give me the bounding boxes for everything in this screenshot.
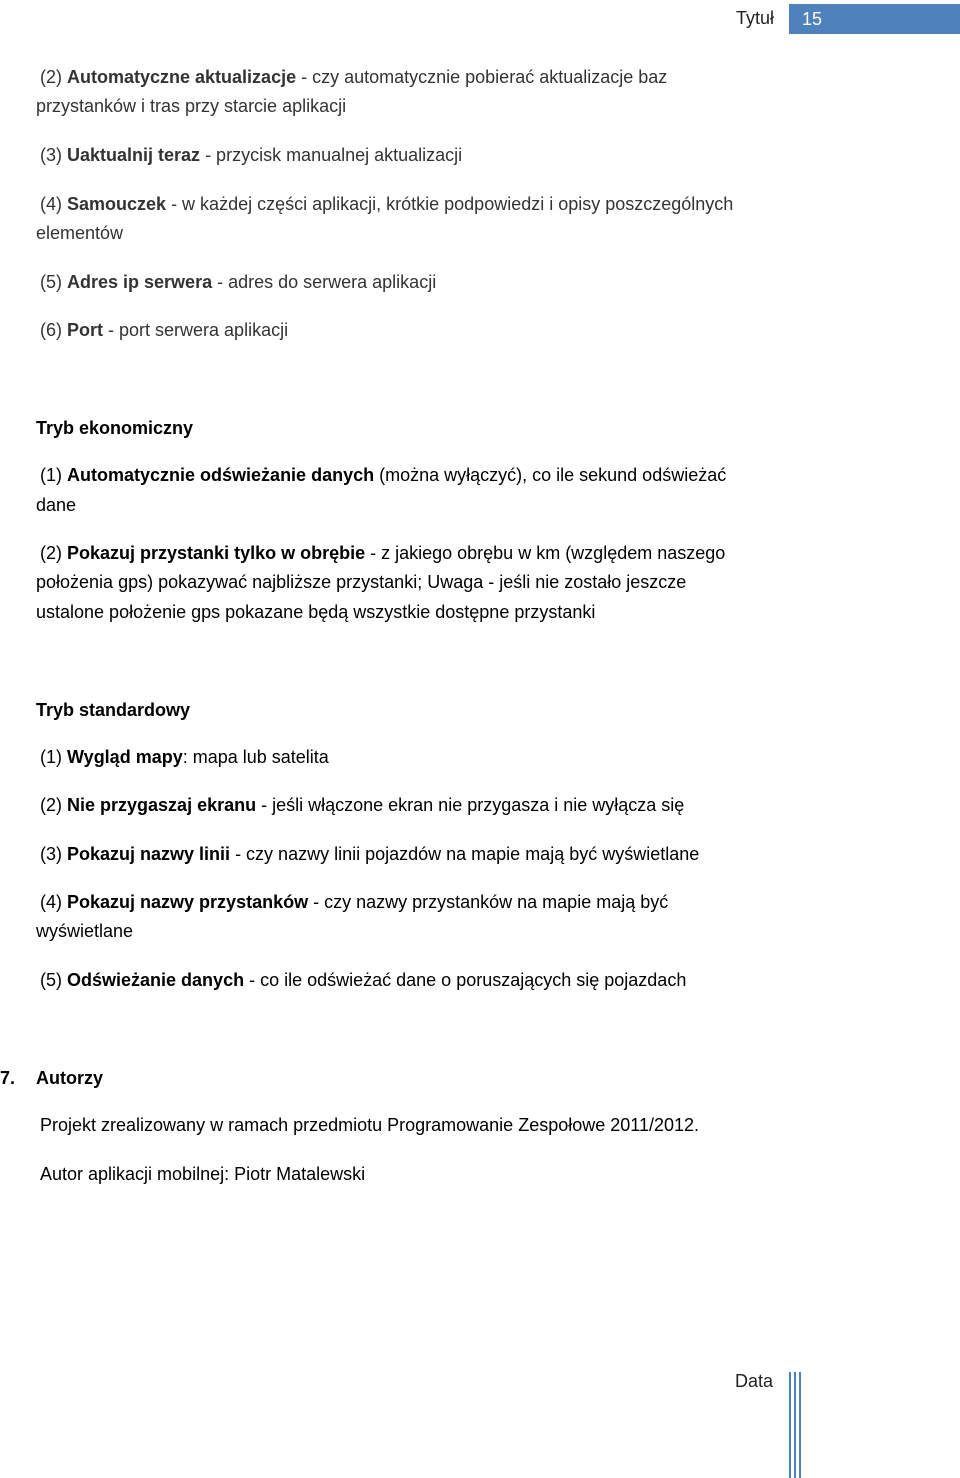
page-number-badge	[789, 4, 960, 34]
settings-item-auto-updates-cont: przystanków i tras przy starcie aplikacji	[36, 96, 347, 116]
section-number-authors: 7.	[0, 1068, 16, 1088]
page-number: 15	[802, 9, 823, 29]
settings-item-auto-updates: (2) Automatyczne aktualizacje - czy automatycznie pobierać aktualizacje baz	[40, 67, 668, 87]
header-title: Tytuł	[735, 8, 774, 28]
authors-mobile-app-line: Autor aplikacji mobilnej: Piotr Matalewski	[40, 1164, 366, 1184]
std-item-show-stop-names: (4) Pokazuj nazwy przystanków - czy nazwy przystanków na mapie mają być	[40, 892, 669, 912]
footer-rule-line	[789, 1372, 791, 1478]
settings-item-tutorial-cont: elementów	[36, 223, 124, 243]
eco-item-stops-radius-cont-1: położenia gps) pokazywać najbliższe przystanki; Uwaga - jeśli nie zostało jeszcze	[36, 572, 687, 592]
eco-item-auto-refresh-cont: dane	[36, 495, 77, 515]
settings-item-tutorial: (4) Samouczek - w każdej części aplikacji, krótkie podpowiedzi i opisy poszczególnych	[40, 194, 734, 214]
authors-project-line: Projekt zrealizowany w ramach przedmiotu Programowanie Zespołowe 2011/2012.	[40, 1115, 699, 1135]
eco-item-stops-radius-cont-2: ustalone położenie gps pokazane będą wszystkie dostępne przystanki	[36, 602, 596, 622]
section-heading-economy: Tryb ekonomiczny	[36, 418, 194, 438]
footer-rule-line	[794, 1372, 796, 1478]
settings-item-server-ip: (5) Adres ip serwera - adres do serwera aplikacji	[40, 272, 437, 292]
eco-item-auto-refresh: (1) Automatycznie odświeżanie danych (można wyłączyć), co ile sekund odświeżać	[40, 465, 727, 485]
std-item-show-stop-names-cont: wyświetlane	[36, 921, 134, 941]
std-item-keep-screen-on: (2) Nie przygaszaj ekranu - jeśli włączone ekran nie przygasza i nie wyłącza się	[40, 795, 685, 815]
footer-rule-line	[799, 1372, 801, 1478]
settings-item-port: (6) Port - port serwera aplikacji	[40, 320, 289, 340]
settings-item-update-now: (3) Uaktualnij teraz - przycisk manualnej aktualizacji	[40, 145, 463, 165]
footer-date-label: Data	[735, 1371, 774, 1391]
section-heading-standard: Tryb standardowy	[36, 700, 191, 720]
std-item-map-view: (1) Wygląd mapy: mapa lub satelita	[40, 747, 329, 767]
std-item-show-line-names: (3) Pokazuj nazwy linii - czy nazwy linii pojazdów na mapie mają być wyświetlane	[40, 844, 700, 864]
section-heading-authors: Autorzy	[36, 1068, 103, 1088]
eco-item-stops-radius: (2) Pokazuj przystanki tylko w obrębie - z jakiego obrębu w km (względem naszego	[40, 543, 726, 563]
std-item-data-refresh: (5) Odświeżanie danych - co ile odświeżać dane o poruszających się pojazdach	[40, 970, 687, 990]
